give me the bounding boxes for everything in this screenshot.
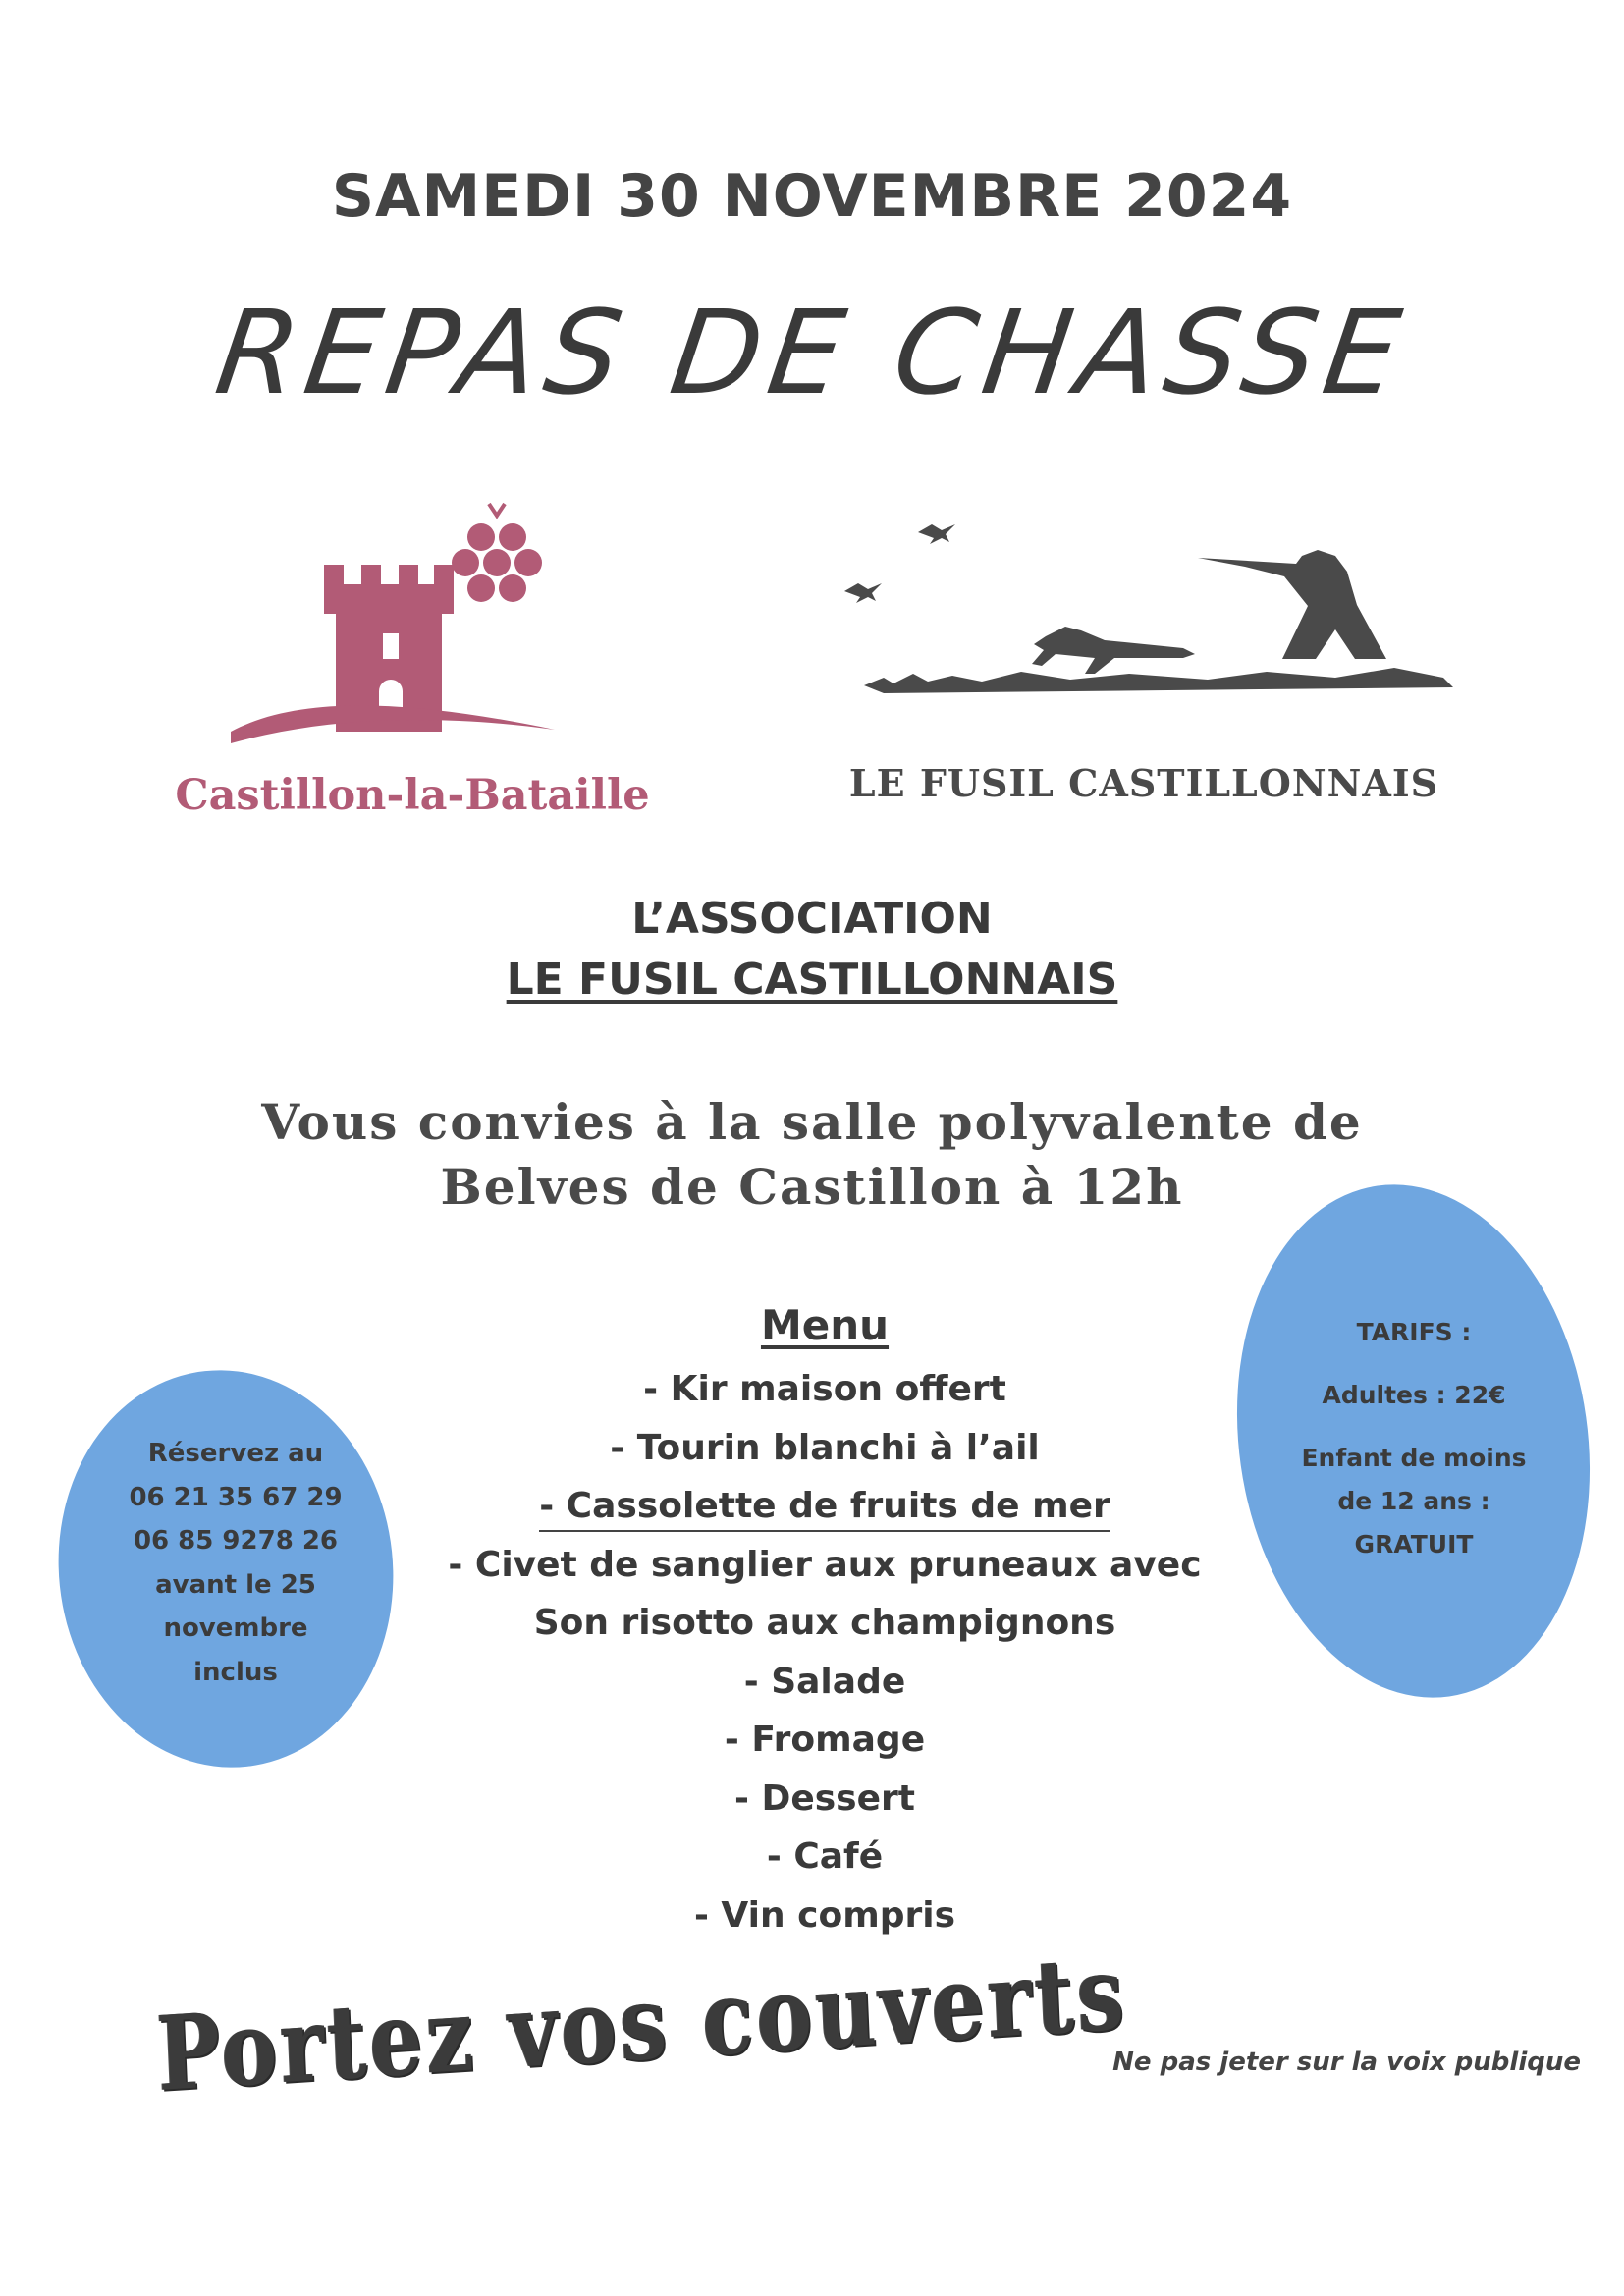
menu-item: - Kir maison offert (643, 1369, 1006, 1409)
event-title: REPAS DE CHASSE (208, 285, 1416, 420)
tarifs-child-line: de 12 ans : (1337, 1487, 1490, 1515)
disposal-note: Ne pas jeter sur la voix publique (1112, 2048, 1581, 2077)
tarifs-free: GRATUIT (1354, 1530, 1474, 1558)
reservation-line: novembre (163, 1613, 308, 1643)
menu-item: - Tourin blanchi à l’ail (610, 1427, 1040, 1468)
menu-item: Son risotto aux champignons (533, 1603, 1116, 1643)
menu-item: - Vin compris (693, 1894, 956, 1936)
castillon-logo-text: Castillon-la-Bataille (175, 771, 650, 820)
hunter-icon (1198, 550, 1386, 659)
menu-item: - Café (766, 1836, 884, 1877)
menu-item: - Salade (743, 1661, 906, 1702)
tarifs-adults: Adultes : 22€ (1322, 1381, 1506, 1409)
reservation-phone-2: 06 85 9278 26 (133, 1526, 339, 1556)
menu-item: - Cassolette de fruits de mer (324, 1477, 1326, 1536)
slogan: Portez vos couverts (154, 1931, 1130, 2114)
fusil-logo-text: LE FUSIL CASTILLONNAIS (848, 761, 1439, 805)
association-line-1: L’ASSOCIATION (631, 894, 993, 944)
menu-title: Menu (760, 1301, 890, 1349)
invitation-line-1: Vous convies à la salle polyvalente de (261, 1093, 1363, 1151)
ground-icon (864, 668, 1453, 693)
dog-icon (1032, 627, 1195, 674)
reservation-line: avant le 25 (155, 1569, 316, 1600)
grapes-icon (452, 504, 542, 602)
tarifs-child-line: Enfant de moins (1301, 1444, 1527, 1472)
tarifs-heading: TARIFS : (1356, 1318, 1472, 1346)
menu-item: - Dessert (733, 1777, 915, 1819)
reservation-phone-1: 06 21 35 67 29 (129, 1482, 343, 1512)
fusil-logo (844, 511, 1453, 717)
association-block (0, 889, 1624, 1011)
reservation-line: Réservez au (147, 1439, 324, 1468)
event-date: SAMEDI 30 NOVEMBRE 2024 (331, 162, 1293, 231)
association-line-2: LE FUSIL CASTILLONNAIS (506, 955, 1118, 1005)
invitation-line-2: Belves de Castillon à 12h (440, 1158, 1184, 1216)
bird-icon (844, 583, 882, 603)
menu-item: - Fromage (724, 1720, 926, 1760)
menu-item: - Civet de sanglier aux pruneaux avec (448, 1544, 1202, 1585)
bird-icon (918, 524, 955, 544)
reservation-line: inclus (193, 1657, 278, 1687)
castillon-logo (226, 496, 579, 751)
menu-list (324, 1360, 1326, 1944)
